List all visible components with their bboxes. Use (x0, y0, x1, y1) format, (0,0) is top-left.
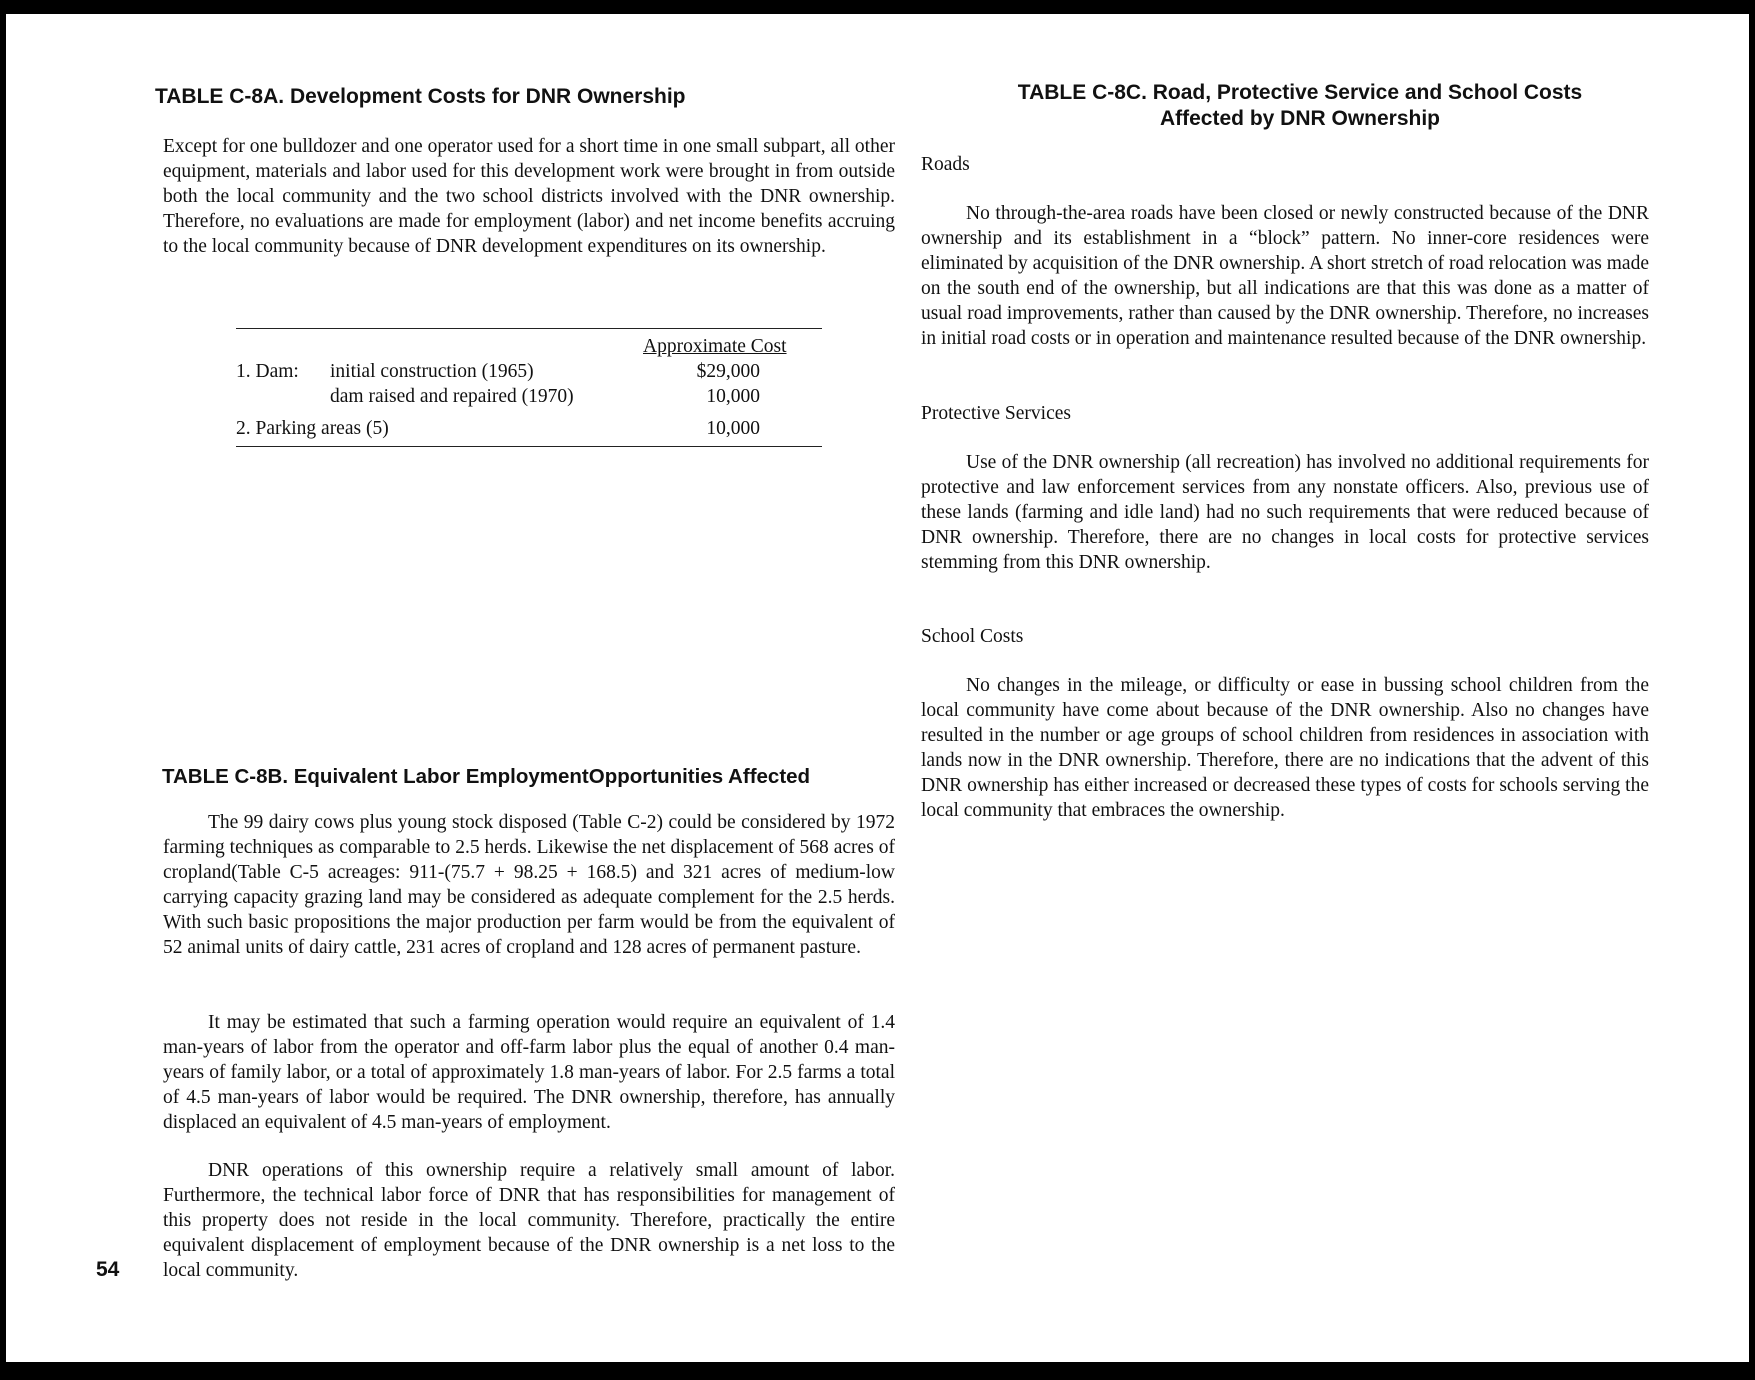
cost-table-row (236, 359, 822, 384)
table-c8c-heading-line2: Affected by DNR Ownership (1159, 107, 1441, 130)
cost-table-header-row (236, 334, 822, 359)
protective-services-paragraph: Use of the DNR ownership (all recreation) has involved no additional requirements for protective and law enforcement services from any nonstate officers. Also, previous use of these lands (farming and idle land) had no such requirements that were reduced because of DNR ownership. Therefore, there are no changes in local costs for protective services stemming from this DNR ownership. (921, 452, 1649, 573)
row-value: 10,000 (706, 386, 760, 407)
row-description: initial construction (1965) (330, 361, 534, 382)
cost-table-row (236, 384, 822, 409)
table-top-rule (236, 328, 822, 329)
roads-label: Roads (921, 154, 970, 175)
row-value: $29,000 (696, 361, 760, 382)
protective-services-label: Protective Services (921, 403, 1071, 424)
table-c8b-heading: TABLE C-8B. Equivalent Labor EmploymentOpportunities Affected (162, 765, 811, 788)
cost-table-row (236, 416, 822, 441)
table-c8a-paragraph: Except for one bulldozer and one operator used for a short time in one small subpart, all other equipment, materials and labor used for this development work were brought in from outside both the local community and the two school districts involved with the DNR ownership. Therefore, no evaluations are made for employment (labor) and net income benefits accruing to the local community because of DNR development expenditures on its ownership. (163, 136, 895, 257)
scan-border-right (1749, 0, 1755, 1380)
table-c8c-heading-line1: TABLE C-8C. Road, Protective Service and School Costs (1017, 81, 1583, 104)
school-costs-label: School Costs (921, 626, 1024, 647)
table-c8a-heading: TABLE C-8A. Development Costs for DNR Ownership (155, 85, 686, 108)
school-costs-paragraph: No changes in the mileage, or difficulty or ease in bussing school children from the local community have come about because of the DNR ownership. Also no changes have resulted in the number or age groups of school children from residences in association with lands now in the DNR ownership. Therefore, there are no indications that the advent of this DNR ownership has either increased or decreased these types of costs for schools serving the local community that embraces the ownership. (921, 675, 1649, 821)
scan-border-top (0, 0, 1755, 14)
row-number: 1. Dam: (236, 361, 299, 382)
development-cost-table (236, 328, 822, 447)
table-c8b-paragraph-2: It may be estimated that such a farming operation would require an equivalent of 1.4 man-years of labor from the operator and off-farm labor plus the equal of another 0.4 man-years of family labor, or a total of approximately 1.8 man-years of labor. For 2.5 farms a total of 4.5 man-years of labor would be required. The DNR ownership, therefore, has annually displaced an equivalent of 4.5 man-years of employment. (163, 1012, 895, 1133)
table-bottom-rule (236, 446, 822, 447)
row-value: 10,000 (706, 418, 760, 439)
page-number: 54 (96, 1258, 120, 1281)
row-description: dam raised and repaired (1970) (330, 386, 574, 407)
table-c8b-paragraph-1: The 99 dairy cows plus young stock disposed (Table C-2) could be considered by 1972 farming techniques as comparable to 2.5 herds. Likewise the net displacement of 568 acres of cropland(Table C-5 acreages: 911-(75.7 + 98.25 + 168.5) and 321 acres of medium-low carrying capacity grazing land may be considered as adequate complement for the 2.5 herds. With such basic propositions the major production per farm would be from the equivalent of 52 animal units of dairy cattle, 231 acres of cropland and 128 acres of permanent pasture. (163, 812, 895, 958)
table-c8b-paragraph-3: DNR operations of this ownership require a relatively small amount of labor. Furthermore, the technical labor force of DNR that has responsibilities for management of this property does not reside in the local community. Therefore, practically the entire equivalent displacement of employment because of the DNR ownership is a net loss to the local community. (163, 1160, 895, 1281)
scan-border-bottom (0, 1362, 1755, 1380)
approximate-cost-header: Approximate Cost (643, 336, 787, 357)
roads-paragraph: No through-the-area roads have been closed or newly constructed because of the DNR ownership and its establishment in a “block” pattern. No inner-core residences were eliminated by acquisition of the DNR ownership. A short stretch of road relocation was made on the south end of the ownership, but all indications are that this was done as a matter of usual road improvements, rather than caused by the DNR ownership. Therefore, no increases in initial road costs or in operation and maintenance resulted because of the DNR ownership. (921, 203, 1649, 349)
scan-border-left (0, 0, 6, 1380)
row-description: 2. Parking areas (5) (236, 418, 389, 439)
